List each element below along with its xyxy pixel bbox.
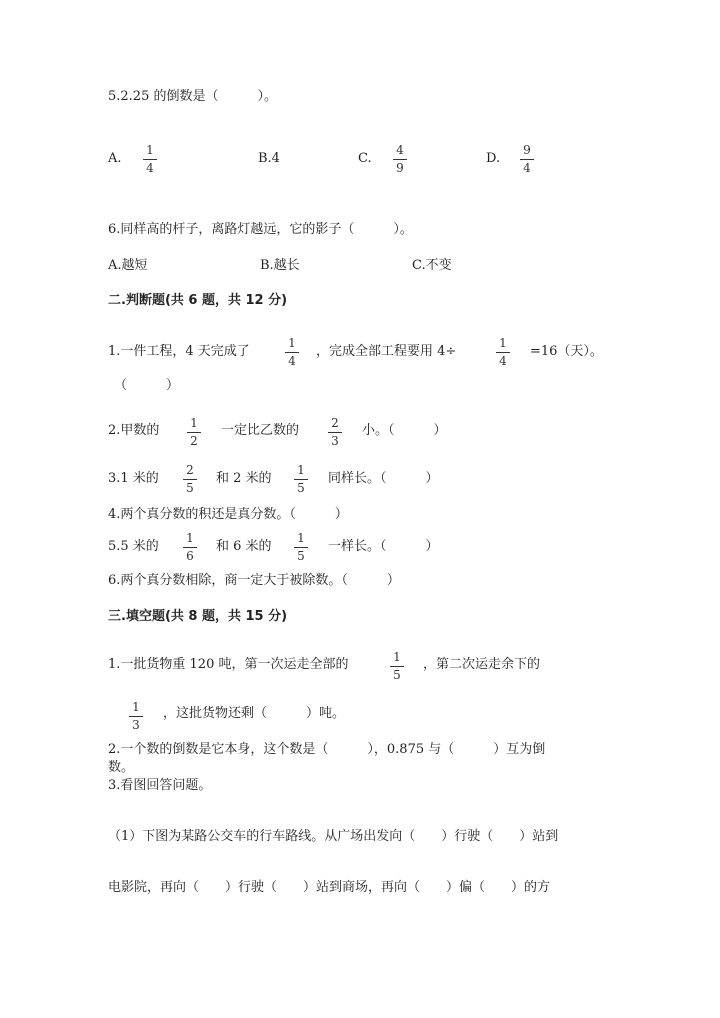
q5-option-c-fraction	[393, 144, 407, 175]
s2-q4: 4.两个真分数的积还是真分数。（ ）	[108, 507, 348, 522]
q5-stem: 5.2.25 的倒数是（ ）。	[108, 89, 277, 104]
fraction-denominator: 4	[146, 161, 154, 175]
fraction-bar	[520, 159, 534, 160]
fraction-bar	[285, 352, 299, 353]
fraction-bar	[183, 479, 197, 480]
fraction-bar	[143, 159, 157, 160]
s2-q5-part3: 一样长。（ ）	[328, 539, 439, 554]
fraction-numerator: 1	[393, 650, 401, 664]
fraction-denominator: 5	[297, 549, 305, 563]
s2-q1-fraction-2	[496, 337, 510, 368]
s3-q2-line2: 数。	[108, 760, 135, 775]
s2-q3-part3: 同样长。（ ）	[328, 471, 439, 486]
fraction-denominator: 5	[393, 668, 401, 682]
fraction-numerator: 1	[146, 143, 154, 157]
fraction-numerator: 1	[297, 531, 305, 545]
fraction-bar	[393, 159, 407, 160]
fraction-bar	[496, 352, 510, 353]
s2-q1-answer-paren: （ ）	[114, 378, 180, 393]
fraction-numerator: 1	[297, 463, 305, 477]
fraction-bar	[183, 547, 197, 548]
s2-q2-part1: 2.甲数的	[108, 423, 160, 438]
fraction-numerator: 2	[331, 416, 339, 430]
s3-q3-stem: 3.看图回答问题。	[108, 778, 212, 793]
s2-q5-fraction-2	[294, 532, 308, 563]
fraction-denominator: 5	[186, 481, 194, 495]
s2-q5-part2: 和 6 米的	[216, 539, 272, 554]
fraction-denominator: 4	[288, 354, 296, 368]
fraction-bar	[187, 432, 201, 433]
s2-q2-part2: 一定比乙数的	[221, 423, 300, 438]
q6-option-b: B.越长	[260, 258, 300, 273]
s2-q3-fraction-1	[183, 464, 197, 495]
fraction-numerator: 1	[186, 531, 194, 545]
s2-q5-fraction-1	[183, 532, 197, 563]
q6-option-c: C.不变	[412, 258, 452, 273]
q5-option-a-label: A.	[108, 151, 122, 166]
q5-option-a-fraction	[143, 144, 157, 175]
fraction-denominator: 3	[132, 718, 140, 732]
fraction-denominator: 5	[297, 481, 305, 495]
s2-q6: 6.两个真分数相除，商一定大于被除数。（ ）	[108, 573, 400, 588]
fraction-denominator: 3	[331, 434, 339, 448]
s2-q2-fraction-1	[187, 417, 201, 448]
fraction-bar	[294, 479, 308, 480]
q5-option-d-label: D.	[486, 151, 501, 166]
q5-option-d-fraction	[520, 144, 534, 175]
s2-q3-fraction-2	[294, 464, 308, 495]
s3-q2-line1: 2.一个数的倒数是它本身，这个数是（ ），0.875 与（ ）互为倒	[108, 742, 546, 757]
s2-q3-part1: 3.1 米的	[108, 471, 159, 486]
fraction-denominator: 4	[499, 354, 507, 368]
section-3-title: 三.填空题(共 8 题，共 15 分)	[108, 609, 288, 624]
s3-q3-line1: （1）下图为某路公交车的行车路线。从广场出发向（ ）行驶（ ）站到	[108, 829, 559, 844]
q5-option-b: B.4	[258, 151, 280, 166]
s3-q1-part1: 1.一批货物重 120 吨，第一次运走全部的	[108, 657, 349, 672]
s2-q1-part1: 1.一件工程，4 天完成了	[108, 344, 250, 359]
fraction-numerator: 4	[396, 143, 404, 157]
s3-q3-line2: 电影院，再向（ ）行驶（ ）站到商场，再向（ ）偏（ ）的方	[108, 880, 551, 895]
s2-q1-part2: ，完成全部工程要用 4÷	[316, 344, 457, 359]
s3-q1-fraction-2	[129, 701, 143, 732]
section-2-title: 二.判断题(共 6 题，共 12 分)	[108, 293, 288, 308]
q6-option-a: A.越短	[108, 258, 148, 273]
s2-q1-part3: =16（天）。	[530, 344, 603, 359]
fraction-numerator: 1	[132, 700, 140, 714]
s2-q2-fraction-2	[328, 417, 342, 448]
fraction-bar	[390, 666, 404, 667]
fraction-bar	[129, 716, 143, 717]
s3-q1-fraction-1	[390, 651, 404, 682]
fraction-numerator: 1	[190, 416, 198, 430]
s3-q1-part2: ，第二次运走余下的	[423, 657, 541, 672]
s2-q2-part3: 小。（ ）	[362, 423, 447, 438]
fraction-denominator: 4	[523, 161, 531, 175]
fraction-numerator: 2	[186, 463, 194, 477]
q6-stem: 6.同样高的杆子，离路灯越远，它的影子（ ）。	[108, 222, 413, 237]
fraction-denominator: 2	[190, 434, 198, 448]
fraction-numerator: 9	[523, 143, 531, 157]
s3-q1-part3: ，这批货物还剩（ ）吨。	[163, 706, 346, 721]
s2-q3-part2: 和 2 米的	[216, 471, 272, 486]
fraction-denominator: 9	[396, 161, 404, 175]
s2-q5-part1: 5.5 米的	[108, 539, 159, 554]
fraction-bar	[294, 547, 308, 548]
s2-q1-fraction-1	[285, 337, 299, 368]
fraction-numerator: 1	[288, 336, 296, 350]
fraction-numerator: 1	[499, 336, 507, 350]
q5-option-c-label: C.	[358, 151, 372, 166]
fraction-bar	[328, 432, 342, 433]
fraction-denominator: 6	[186, 549, 194, 563]
